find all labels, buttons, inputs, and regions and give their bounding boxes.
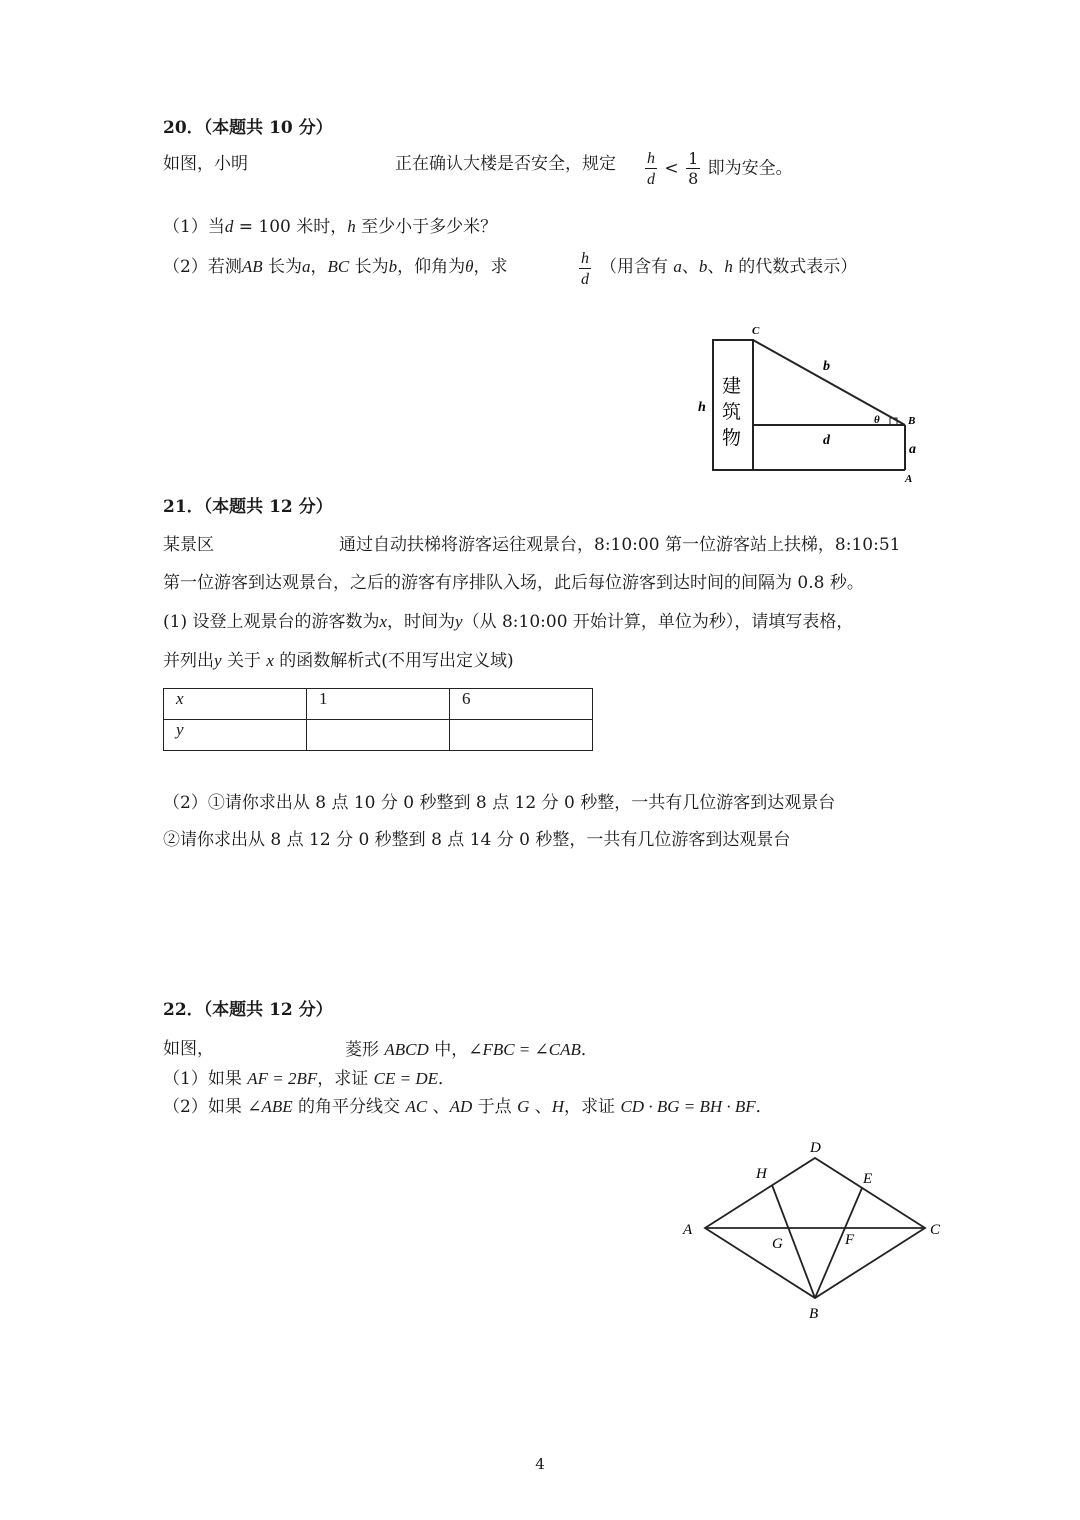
q22-part1 [163, 1070, 455, 1088]
var-x: x [266, 651, 274, 670]
text: （2）若测 [163, 257, 242, 277]
q20-part2-tail [600, 258, 857, 276]
segment-be [815, 1188, 862, 1298]
text: （1）如果 [163, 1069, 248, 1089]
text: （2）如果 [163, 1097, 248, 1117]
q20-stem-rest [395, 156, 616, 173]
text: 并列出 [163, 651, 214, 671]
q22-part2 [163, 1098, 773, 1116]
var-ac: AC [405, 1097, 428, 1116]
var-d: d [224, 217, 234, 236]
var-angle: ∠ABE [247, 1097, 293, 1116]
building-char-2: 筑 [722, 402, 742, 423]
frac-den: d [647, 171, 655, 188]
text: 、 [427, 1097, 450, 1117]
line-cb [753, 340, 905, 425]
text: 长为 [262, 257, 303, 277]
var-h: h [347, 217, 356, 236]
var-a: a [302, 257, 311, 276]
q20-frac-hd [645, 150, 657, 188]
less-than-sign: < [664, 158, 679, 179]
page-number: 4 [535, 1455, 545, 1473]
q20-heading: 20．（本题共 10 分） [163, 118, 333, 138]
text: 长为 [349, 257, 389, 277]
frac-num: 1 [688, 149, 699, 168]
frac-den: 8 [688, 169, 699, 188]
var-ab: AB [241, 257, 263, 276]
equation: ∠FBC = ∠CAB [468, 1040, 581, 1059]
var-y: y [455, 612, 463, 631]
var-y: y [214, 651, 222, 670]
q22-line1-start: 如图， [163, 1039, 214, 1059]
cell-text: x [176, 689, 184, 708]
cell-text: 6 [462, 689, 471, 708]
cell-text: 1 [319, 689, 328, 708]
q20-stem-end: 即为安全。 [707, 158, 793, 179]
text: 的代数式表示） [732, 257, 858, 277]
text: = 100 米时， [233, 217, 348, 237]
text: ，求证 [317, 1069, 374, 1089]
frac-num: h [581, 250, 589, 267]
q20-part2-frac [577, 250, 593, 288]
var-h: h [724, 257, 733, 276]
var-bc: BC [327, 257, 350, 276]
label-H: H [756, 1166, 767, 1182]
var-g: G [517, 1097, 530, 1116]
q20-stem-start: 如图，小明 [163, 154, 248, 174]
cell-text: y [176, 720, 184, 739]
text: 关于 [221, 651, 267, 671]
label-B: B [908, 415, 916, 427]
table-cell [450, 689, 593, 720]
text: ，求证 [564, 1097, 621, 1117]
q20-frac-18 [686, 151, 700, 187]
table-cell [307, 689, 450, 720]
text: 菱形 [345, 1040, 385, 1060]
q20-building-figure [690, 320, 930, 490]
q22-rhombus-figure [670, 1130, 960, 1330]
q21-line4 [163, 652, 514, 670]
text: ． [438, 1069, 456, 1089]
equation: CD · BG = BH · BF [620, 1097, 756, 1116]
var-h: H [551, 1097, 565, 1116]
label-a: a [909, 442, 916, 457]
q21-line1-start: 某景区 [163, 535, 214, 555]
var-a: a [673, 257, 682, 276]
q21-part2-2: ②请你求出从 8 点 12 分 0 秒整到 8 点 14 分 0 秒整，一共有几位游客到达观景台 [163, 830, 791, 850]
q21-part2-1: （2）①请你求出从 8 点 10 分 0 秒整到 8 点 12 分 0 秒整，一共有几位游客到达观景台 [163, 793, 836, 813]
q20-stem-text: 正在确认大楼是否安全，规定 [395, 154, 616, 174]
label-E: E [863, 1171, 873, 1187]
label-b: b [823, 359, 830, 374]
q21-heading: 21．（本题共 12 分） [163, 497, 333, 517]
var-b: b [698, 257, 708, 276]
text: (1) 设登上观景台的游客数为 [163, 612, 380, 632]
label-A: A [683, 1222, 693, 1238]
label-C: C [752, 325, 760, 337]
equation: AF = 2BF [247, 1069, 318, 1088]
building-char-1: 建 [722, 376, 742, 397]
text: ， [310, 257, 328, 277]
text: 于点 [472, 1097, 518, 1117]
table-row [164, 720, 593, 751]
q20-part2 [163, 258, 508, 276]
text: 至少小于多少米？ [355, 217, 498, 237]
q20-part1 [163, 218, 497, 236]
var-theta: θ [465, 257, 474, 276]
text: ，求 [473, 257, 508, 277]
building-char-3: 物 [722, 428, 742, 449]
frac-den: d [581, 271, 589, 288]
table-cell [450, 720, 593, 751]
text: ． [755, 1097, 773, 1117]
table-cell [164, 720, 307, 751]
q21-table [163, 688, 593, 751]
label-h: h [698, 400, 706, 415]
text: 、 [681, 257, 699, 277]
text: ． [580, 1040, 598, 1060]
q21-line3 [163, 613, 853, 631]
equation: CE = DE [373, 1069, 439, 1088]
text: 的函数解析式(不用写出定义域) [273, 651, 514, 671]
frac-num: h [647, 150, 655, 167]
q22-heading: 22．（本题共 12 分） [163, 1000, 333, 1020]
text: 、 [529, 1097, 552, 1117]
label-theta: θ [874, 414, 880, 426]
text: 的角平分线交 [292, 1097, 406, 1117]
table-row [164, 689, 593, 720]
label-G: G [772, 1236, 783, 1252]
q20-frac-hd-2 [579, 250, 591, 288]
var-abcd: ABCD [384, 1040, 429, 1059]
var-x: x [379, 612, 388, 631]
var-b: b [388, 257, 398, 276]
var-ad: AD [449, 1097, 473, 1116]
label-D: D [810, 1140, 821, 1156]
text: 、 [707, 257, 725, 277]
table-cell [307, 720, 450, 751]
q22-line1 [345, 1041, 598, 1059]
table-cell [164, 689, 307, 720]
label-B: B [809, 1306, 819, 1322]
q21-line1: 通过自动扶梯将游客运往观景台，8:10:00 第一位游客站上扶梯，8:10:51 [339, 535, 901, 555]
q20-condition [643, 150, 793, 188]
label-d: d [823, 433, 830, 448]
label-A: A [905, 473, 913, 485]
text: ，时间为 [387, 612, 456, 632]
text: ，仰角为 [397, 257, 466, 277]
text: 中， [428, 1040, 469, 1060]
text: （1）当 [163, 217, 225, 237]
text: （从 8:10:00 开始计算，单位为秒），请填写表格， [462, 612, 854, 632]
label-F: F [845, 1232, 855, 1248]
text: （用含有 [600, 257, 674, 277]
q20-stem [163, 156, 248, 173]
q21-line2: 第一位游客到达观景台，之后的游客有序排队入场，此后每位游客到达时间的间隔为 0.8 秒。 [163, 573, 864, 593]
label-C: C [930, 1222, 941, 1238]
